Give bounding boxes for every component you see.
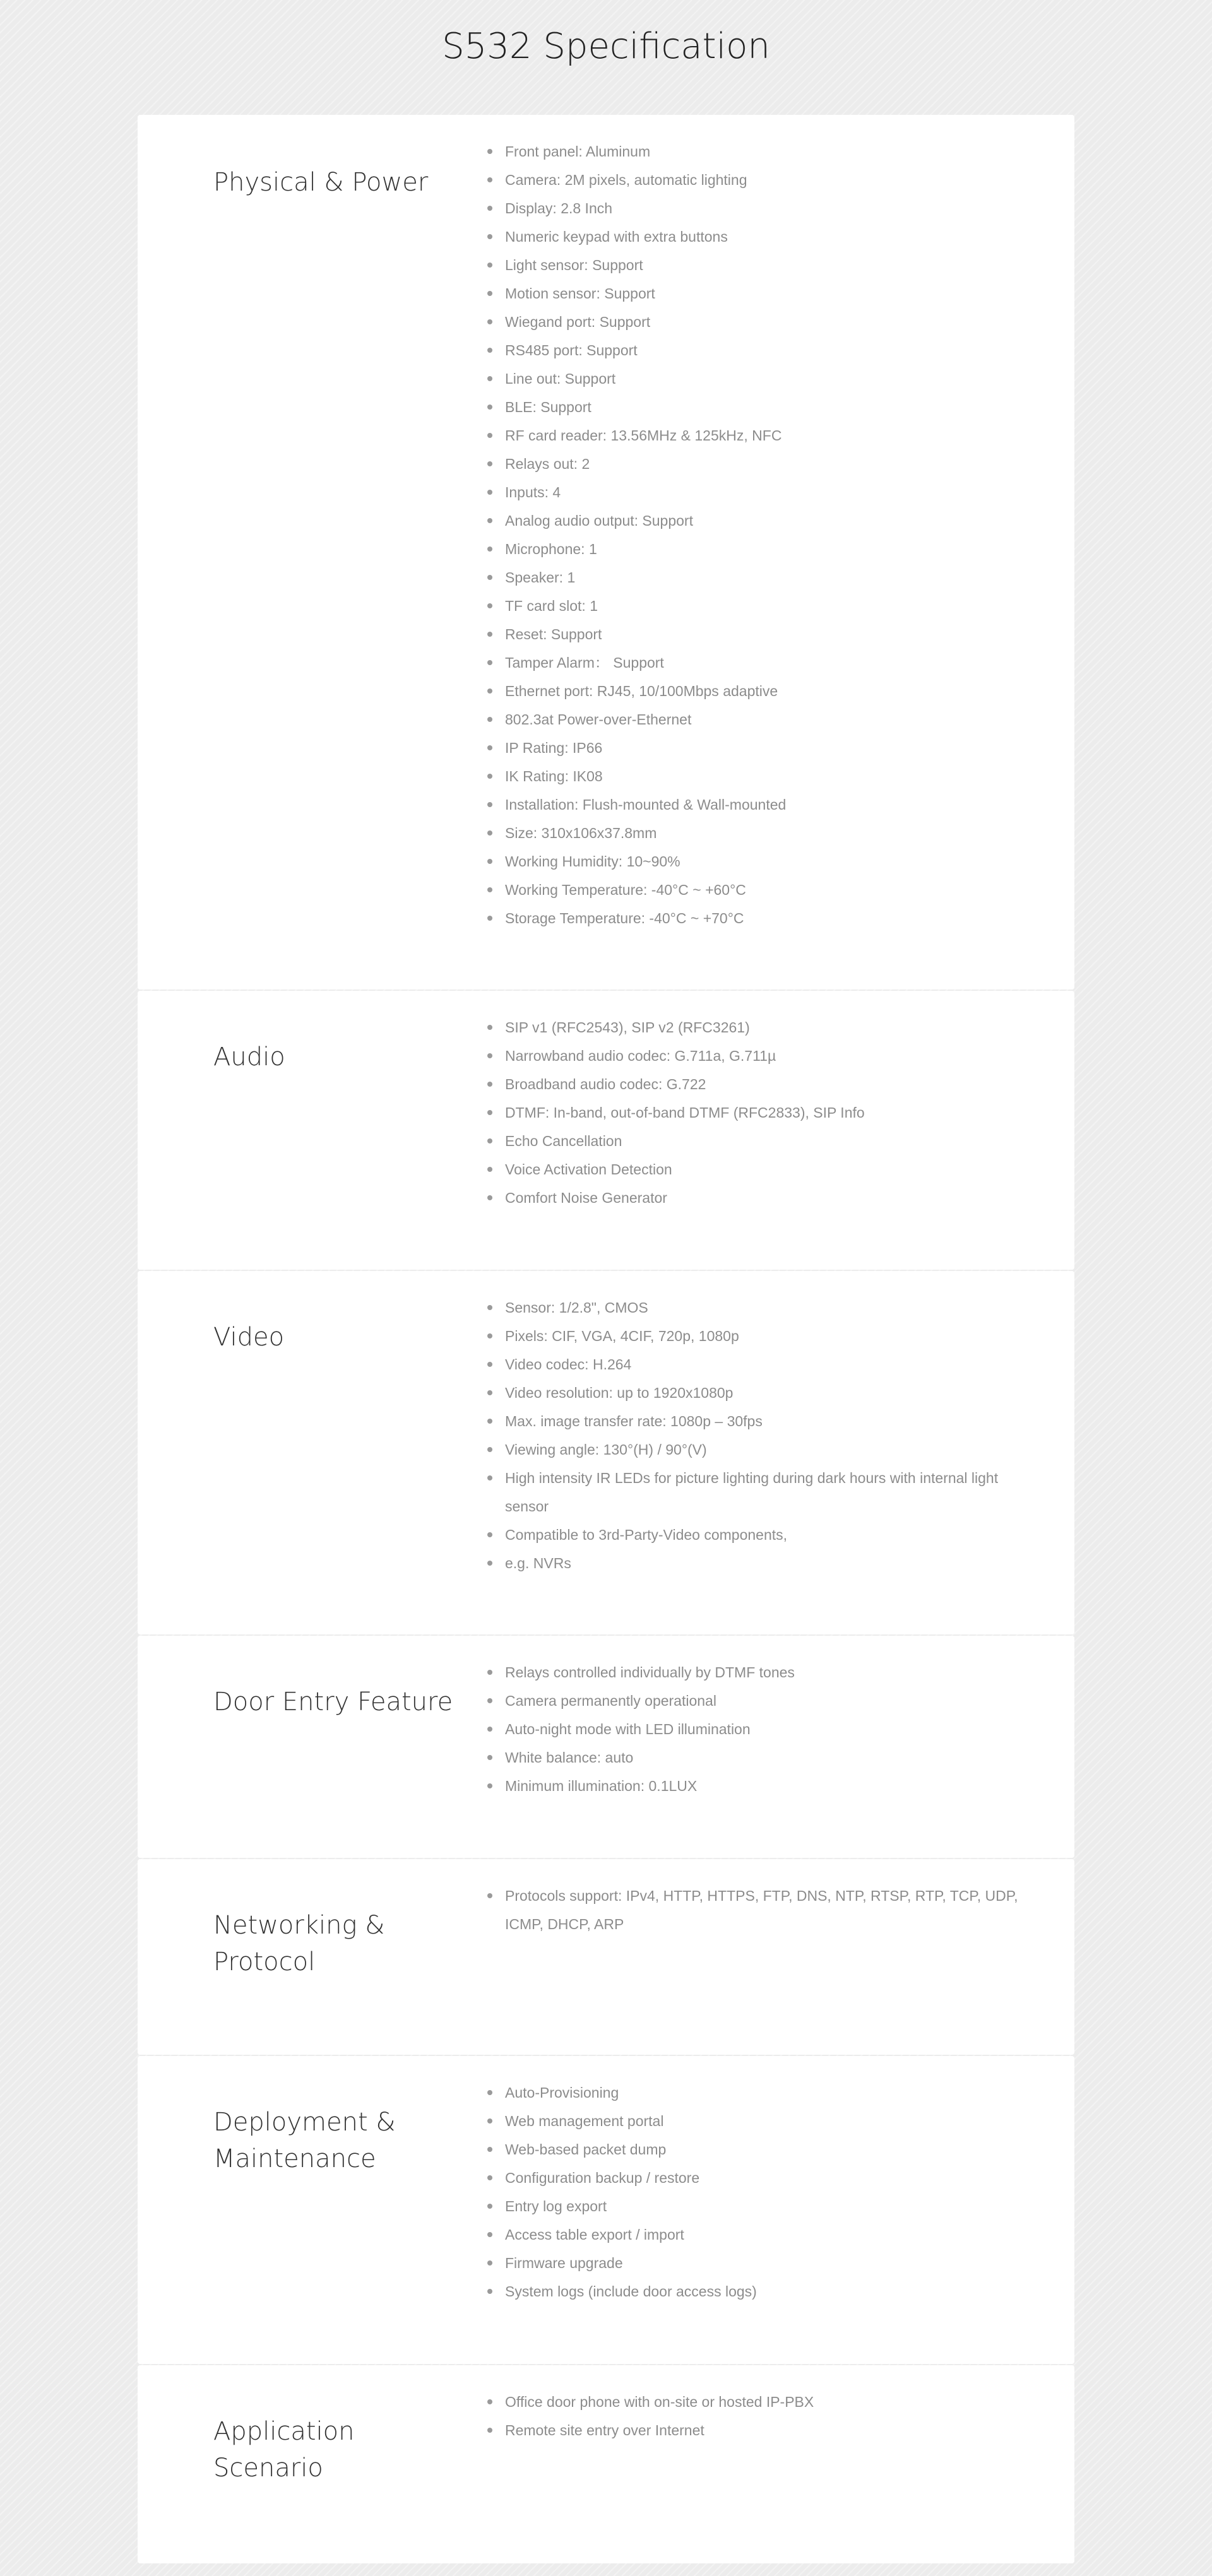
section-physical-power	[138, 115, 1074, 990]
spec-item: Configuration backup / restore	[505, 2164, 1023, 2192]
spec-item: Video codec: H.264	[505, 1350, 1023, 1379]
spec-item: White balance: auto	[505, 1744, 1023, 1772]
spec-item: Narrowband audio codec: G.711a, G.711µ	[505, 1042, 1023, 1070]
spec-list	[505, 1658, 1023, 1800]
spec-list	[505, 2388, 1023, 2445]
spec-item: Protocols support: IPv4, HTTP, HTTPS, FTP, DNS, NTP, RTSP, RTP, TCP, UDP, ICMP, DHCP, ARP	[505, 1882, 1023, 1939]
section-title: Audio	[213, 1043, 285, 1072]
spec-item: Microphone: 1	[505, 535, 1023, 564]
spec-item: Reset: Support	[505, 620, 1023, 649]
spec-item: Display: 2.8 Inch	[505, 194, 1023, 223]
spec-item: Max. image transfer rate: 1080p – 30fps	[505, 1407, 1023, 1436]
spec-item: Tamper Alarm： Support	[505, 649, 1023, 677]
spec-item: Web-based packet dump	[505, 2136, 1023, 2164]
spec-item: Office door phone with on-site or hosted IP-PBX	[505, 2388, 1023, 2416]
section-title: Door Entry Feature	[213, 1687, 453, 1716]
spec-item: Minimum illumination: 0.1LUX	[505, 1772, 1023, 1800]
spec-item: Numeric keypad with extra buttons	[505, 223, 1023, 251]
spec-item: RS485 port: Support	[505, 336, 1023, 365]
spec-item: DTMF: In-band, out-of-band DTMF (RFC2833), SIP Info	[505, 1099, 1023, 1127]
spec-item: Firmware upgrade	[505, 2249, 1023, 2278]
spec-item: Web management portal	[505, 2107, 1023, 2136]
spec-item: IK Rating: IK08	[505, 762, 1023, 791]
spec-item: Voice Activation Detection	[505, 1155, 1023, 1184]
spec-item: SIP v1 (RFC2543), SIP v2 (RFC3261)	[505, 1013, 1023, 1042]
spec-list	[505, 1013, 1023, 1212]
spec-item: Speaker: 1	[505, 564, 1023, 592]
spec-item: Entry log export	[505, 2192, 1023, 2221]
spec-item: Relays controlled individually by DTMF tones	[505, 1658, 1023, 1687]
section-deployment-maintenance	[138, 2056, 1074, 2364]
spec-item: Camera: 2M pixels, automatic lighting	[505, 166, 1023, 194]
spec-item: Light sensor: Support	[505, 251, 1023, 280]
spec-item: Ethernet port: RJ45, 10/100Mbps adaptive	[505, 677, 1023, 706]
spec-item: Comfort Noise Generator	[505, 1184, 1023, 1212]
spec-item: Viewing angle: 130°(H) / 90°(V)	[505, 1436, 1023, 1464]
spec-item: Line out: Support	[505, 365, 1023, 393]
spec-item: Working Temperature: -40°C ~ +60°C	[505, 876, 1023, 904]
spec-list	[505, 1882, 1023, 1939]
spec-item: Camera permanently operational	[505, 1687, 1023, 1715]
section-title: Networking & Protocol	[213, 1911, 385, 1976]
section-title: Deployment & Maintenance	[213, 2108, 396, 2173]
spec-item: Auto-Provisioning	[505, 2079, 1023, 2107]
section-title: Video	[213, 1323, 285, 1352]
spec-item: Relays out: 2	[505, 450, 1023, 478]
spec-item: Wiegand port: Support	[505, 308, 1023, 336]
spec-item: Installation: Flush-mounted & Wall-mounted	[505, 791, 1023, 819]
spec-item: RF card reader: 13.56MHz & 125kHz, NFC	[505, 422, 1023, 450]
spec-item: Sensor: 1/2.8", CMOS	[505, 1294, 1023, 1322]
section-application-scenario	[138, 2365, 1074, 2563]
spec-item: Pixels: CIF, VGA, 4CIF, 720p, 1080p	[505, 1322, 1023, 1350]
spec-item: TF card slot: 1	[505, 592, 1023, 620]
section-networking-protocol	[138, 1859, 1074, 2055]
spec-item: Front panel: Aluminum	[505, 138, 1023, 166]
spec-item: 802.3at Power-over-Ethernet	[505, 706, 1023, 734]
section-audio	[138, 991, 1074, 1270]
spec-item: Auto-night mode with LED illumination	[505, 1715, 1023, 1744]
spec-item: Motion sensor: Support	[505, 280, 1023, 308]
spec-item: Echo Cancellation	[505, 1127, 1023, 1155]
spec-list	[505, 1294, 1023, 1578]
spec-item: Remote site entry over Internet	[505, 2416, 1023, 2445]
spec-item: Access table export / import	[505, 2221, 1023, 2249]
spec-list	[505, 138, 1023, 933]
spec-item: Working Humidity: 10~90%	[505, 848, 1023, 876]
section-door-entry-feature	[138, 1636, 1074, 1858]
spec-list	[505, 2079, 1023, 2306]
spec-item: Video resolution: up to 1920x1080p	[505, 1379, 1023, 1407]
spec-item: Size: 310x106x37.8mm	[505, 819, 1023, 848]
spec-item: e.g. NVRs	[505, 1549, 1023, 1578]
spec-item: Inputs: 4	[505, 478, 1023, 507]
spec-item: Storage Temperature: -40°C ~ +70°C	[505, 904, 1023, 933]
section-title: Application Scenario	[213, 2417, 355, 2483]
spec-item: High intensity IR LEDs for picture lighting during dark hours with internal light sensor	[505, 1464, 1023, 1521]
spec-item: Analog audio output: Support	[505, 507, 1023, 535]
spec-item: Compatible to 3rd-Party-Video components,	[505, 1521, 1023, 1549]
spec-item: Broadband audio codec: G.722	[505, 1070, 1023, 1099]
spec-item: BLE: Support	[505, 393, 1023, 422]
spec-item: System logs (include door access logs)	[505, 2278, 1023, 2306]
spec-item: IP Rating: IP66	[505, 734, 1023, 762]
section-title: Physical & Power	[213, 168, 429, 197]
page-title: S532 Specification	[442, 26, 770, 67]
section-video	[138, 1271, 1074, 1634]
